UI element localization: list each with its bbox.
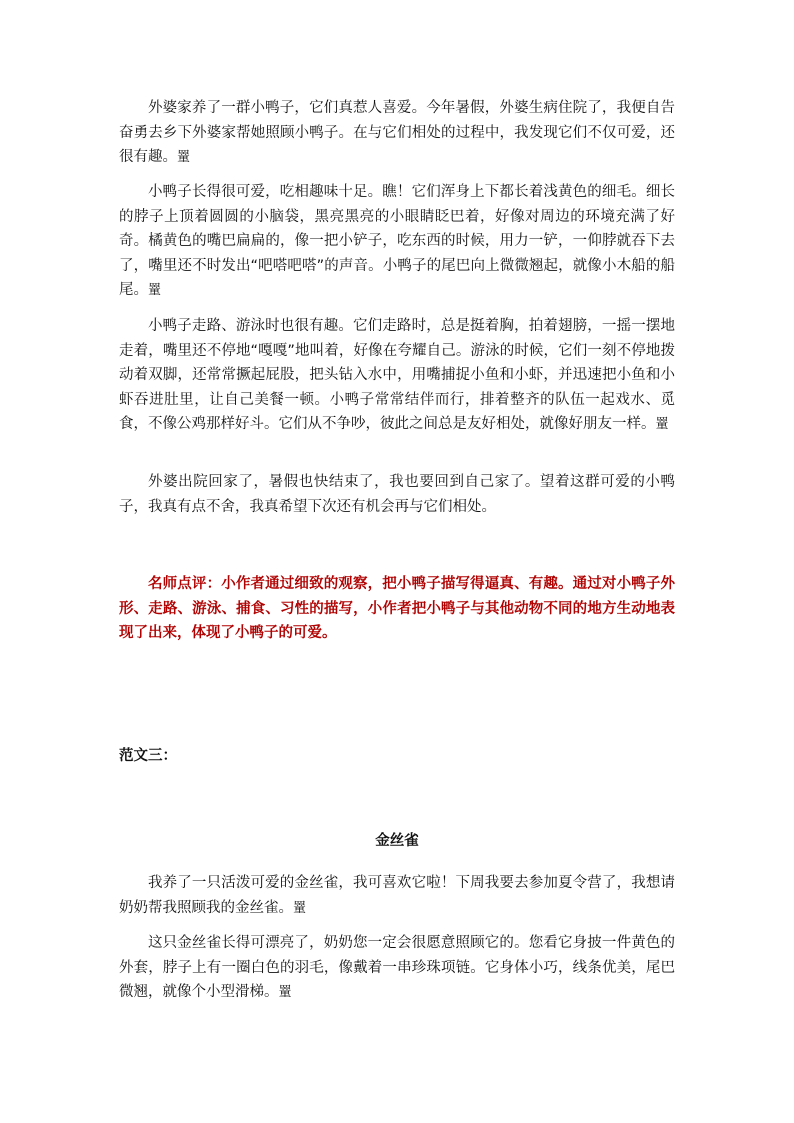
essay2-paragraph-1 — [119, 871, 675, 921]
paragraph-mark: 罿 — [278, 985, 292, 1000]
essay1-paragraph-1 — [119, 96, 675, 171]
essay1-paragraph-3 — [119, 314, 675, 438]
paragraph-mark: 罿 — [293, 900, 307, 916]
paragraph-text: 我养了一只活泼可爱的金丝雀，我可喜欢它啦！下周我要去参加夏令营了，我想请奶奶帮我照顾我的金丝雀。 — [119, 875, 675, 916]
teacher-comment: 名师点评：小作者通过细致的观察，把小鸭子描写得逼真、有趣。通过对小鸭子外形、走路、游泳、捕食、习性的描写，小作者把小鸭子与其他动物不同的地方生动地表现了出来，体现了小鸭子的可爱。 — [119, 576, 675, 641]
paragraph-mark: 罿 — [177, 150, 191, 165]
paragraph-text: 外婆出院回家了，暑假也快结束了，我也要回到自己家了。望着这群可爱的小鸭子，我真有点不舍，我真希望下次还有机会再与它们相处。 — [119, 474, 675, 515]
paragraph-text: 小鸭子长得很可爱，吃相趣味十足。瞧！它们浑身上下都长着浅黄色的细毛。细长的脖子上顶着圆圆的小脑袋，黑亮黑亮的小眼睛眨巴着，好像对周边的环境充满了好奇。橘黄色的嘴巴扁扁的，像一把小铲子，吃东西的时候，用力一铲，一仰脖就吞下去了，嘴里还不时发出“吧嗒吧嗒”的声音。小鸭子的尾巴向上微微翘起，就像小木船的船尾。 — [119, 184, 675, 298]
section-label: 范文三： — [119, 748, 177, 764]
paragraph-text: 外婆家养了一群小鸭子，它们真惹人喜爱。今年暑假，外婆生病住院了，我便自告奋勇去乡下外婆家帮她照顾小鸭子。在与它们相处的过程中，我发现它们不仅可爱，还很有趣。 — [119, 100, 675, 165]
paragraph-mark: 罿 — [148, 283, 162, 298]
paragraph-mark: 罿 — [655, 417, 669, 432]
essay-title: 金丝雀 — [375, 833, 419, 849]
essay1-paragraph-2 — [119, 180, 675, 304]
essay2-paragraph-2 — [119, 931, 675, 1006]
paragraph-text: 这只金丝雀长得可漂亮了，奶奶您一定会很愿意照顾它的。您看它身披一件黄色的外套，脖子上有一圈白色的羽毛，像戴着一串珍珠项链。它身体小巧，线条优美，尾巴微翘，就像个小型滑梯。 — [119, 935, 675, 1000]
essay1-paragraph-4 — [119, 470, 675, 520]
paragraph-text: 小鸭子走路、游泳时也很有趣。它们走路时，总是挺着胸，拍着翅膀，一摇一摆地走着，嘴里还不停地“嘎嘎”地叫着，好像在夸耀自己。游泳的时候，它们一刻不停地拨动着双脚，还常常撅起屁股，把头钻入水中，用嘴捕捉小鱼和小虾，并迅速把小鱼和小虾吞进肚里，让自己美餐一顿。小鸭子常常结伴而行，排着整齐的队伍一起戏水、觅食，不像公鸡那样好斗。它们从不争吵，彼此之间总是友好相处，就像好朋友一样。 — [119, 318, 675, 432]
